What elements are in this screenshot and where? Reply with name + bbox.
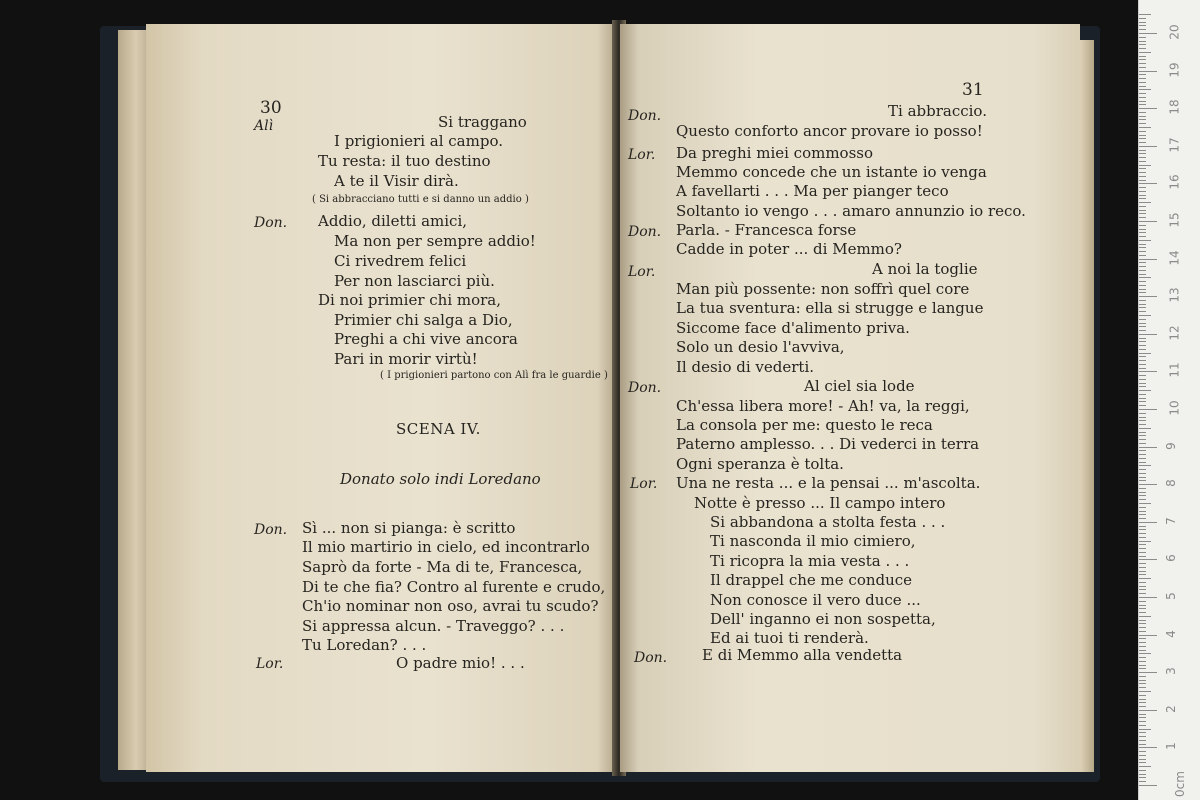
ruler-tick [1139,732,1146,733]
ruler-number: 3 [1163,667,1178,676]
ruler-tick [1139,420,1146,421]
ruler-number: 5 [1163,592,1178,600]
verse-line: Di noi primier chi mora, [318,291,502,309]
ruler-tick [1139,699,1146,700]
ruler-tick [1139,424,1146,425]
ruler-tick [1139,507,1146,508]
ruler-tick [1139,165,1151,166]
ruler-tick [1139,334,1157,335]
ruler-tick [1139,480,1146,481]
ruler-tick [1139,375,1146,376]
ruler-tick [1139,541,1151,542]
speaker-label: Lor. [628,147,656,163]
ruler-tick [1139,146,1157,147]
verse-line: Ed ai tuoi ti renderà. [710,629,869,647]
speaker-label: Don. [628,380,662,396]
right-page [620,24,1080,772]
ruler-number: 6 [1163,554,1178,563]
ruler-number: 8 [1163,479,1178,488]
verse-line: Per non lasciarci più. [334,272,495,290]
ruler-tick [1139,401,1146,402]
ruler-tick [1139,383,1146,384]
ruler-tick [1139,86,1146,87]
ruler-tick [1139,368,1146,369]
ruler-tick [1139,627,1146,628]
ruler-tick [1139,417,1146,418]
ruler-tick [1139,623,1146,624]
ruler-tick [1139,187,1146,188]
verse-line: Non conosce il vero duce ... [710,591,921,609]
ruler-tick [1139,717,1146,718]
ruler-number: 15 [1167,212,1182,228]
verse-line: Questo conforto ancor provare io posso! [676,122,983,140]
ruler-tick [1139,315,1151,316]
ruler-tick [1139,108,1157,109]
ruler-number: 0cm [1172,771,1187,797]
ruler-tick [1139,736,1146,737]
verse-line: Man più possente: non soffrì quel core [676,280,970,298]
ruler-tick [1139,338,1146,339]
ruler-tick [1139,593,1146,594]
ruler-tick [1139,413,1146,414]
verse-line: Da preghi miei commosso [676,144,874,162]
verse-line: Solo un desio l'avviva, [676,338,845,356]
ruler-number: 10 [1167,400,1182,416]
ruler-number: 17 [1167,137,1182,153]
left-page [146,24,616,772]
ruler-tick [1139,499,1146,500]
verse-line: Parla. - Francesca forse [676,221,857,239]
ruler-tick [1139,240,1151,241]
ruler-tick [1139,710,1157,711]
ruler-tick [1139,44,1146,45]
ruler-tick [1139,244,1146,245]
verse-line: I prigionieri al campo. [334,132,503,150]
ruler-tick [1139,589,1146,590]
ruler-tick [1139,116,1146,117]
verse-line: Si appressa alcun. - Traveggo? . . . [302,617,565,635]
ruler-tick [1139,217,1146,218]
ruler-tick [1139,356,1146,357]
ruler-tick [1139,680,1146,681]
ruler-tick [1139,213,1146,214]
ruler-tick [1139,495,1146,496]
ruler-tick [1139,744,1146,745]
ruler-tick [1139,695,1146,696]
ruler-number: 19 [1167,61,1182,78]
ruler-tick [1139,447,1157,448]
ruler-tick [1139,691,1151,692]
ruler-tick [1139,458,1146,459]
ruler-tick [1139,150,1146,151]
ruler-tick [1139,138,1146,139]
verse-line: Pari in morir virtù! [334,350,478,368]
verse-line: La consola per me: questo le reca [676,416,933,434]
verse-line: Si abbandona a stolta festa . . . [710,513,946,531]
verse-line: Paterno amplesso. . . Di vederci in terra [676,435,980,453]
verse-line: Ti abbraccio. [888,102,987,120]
ruler-tick [1139,729,1151,730]
ruler-tick [1139,785,1157,786]
ruler-tick [1139,289,1146,290]
ruler-tick [1139,364,1146,365]
measuring-ruler [1138,0,1200,800]
verse-line: Ogni speranza è tolta. [676,455,844,473]
scene-subtitle: Donato solo indi Loredano [340,470,541,488]
ruler-tick [1139,762,1146,763]
speaker-label: Don. [254,522,288,538]
verse-line: Cadde in poter ... di Memmo? [676,240,902,258]
ruler-tick [1139,657,1146,658]
ruler-tick [1139,687,1146,688]
ruler-tick [1139,484,1157,485]
ruler-tick [1139,386,1146,387]
verse-line: La tua sventura: ella si strugge e langue [676,299,984,317]
verse-line: Primier chi salga a Dio, [334,311,513,329]
ruler-tick [1139,605,1146,606]
verse-line: Si traggano [438,113,527,131]
ruler-tick [1139,465,1151,466]
verse-line: Memmo concede che un istante io venga [676,163,987,181]
ruler-tick [1139,597,1157,598]
ruler-tick [1139,488,1146,489]
ruler-tick [1139,247,1146,248]
ruler-tick [1139,112,1146,113]
ruler-tick [1139,292,1146,293]
ruler-tick [1139,661,1146,662]
ruler-tick [1139,601,1146,602]
ruler-tick [1139,349,1146,350]
ruler-tick [1139,221,1157,222]
ruler-tick [1139,345,1146,346]
ruler-tick [1139,232,1146,233]
ruler-tick [1139,586,1146,587]
ruler-number: 20 [1167,24,1182,40]
stage-direction: ( I prigionieri partono con Alì fra le guardie ) [380,370,608,381]
ruler-tick [1139,443,1146,444]
verse-line: Soltanto io vengo . . . amaro annunzio io reco. [676,202,1026,220]
speaker-label: Don. [628,224,662,240]
ruler-tick [1139,571,1146,572]
verse-line: Sì ... non si pianga: è scritto [302,519,516,537]
ruler-tick [1139,330,1146,331]
ruler-tick [1139,770,1146,771]
verse-line: Ci rivedrem felici [334,252,467,270]
page-number: 31 [962,80,984,100]
ruler-tick [1139,781,1146,782]
ruler-tick [1139,48,1146,49]
ruler-number: 14 [1167,249,1182,266]
ruler-tick [1139,274,1146,275]
ruler-tick [1139,259,1157,260]
ruler-tick [1139,236,1146,237]
ruler-tick [1139,161,1146,162]
ruler-tick [1139,127,1151,128]
ruler-tick [1139,556,1146,557]
ruler-tick [1139,473,1146,474]
ruler-tick [1139,360,1146,361]
verse-line: Preghi a chi vive ancora [334,330,518,348]
ruler-tick [1139,552,1146,553]
ruler-tick [1139,537,1146,538]
verse-line: Notte è presso ... Il campo intero [694,494,946,512]
ruler-tick [1139,25,1146,26]
ruler-number: 12 [1167,325,1182,341]
ruler-tick [1139,714,1146,715]
ruler-number: 11 [1167,362,1182,379]
ruler-tick [1139,311,1146,312]
ruler-tick [1139,341,1146,342]
ruler-tick [1139,428,1151,429]
page-number: 30 [260,98,282,118]
ruler-tick [1139,14,1151,15]
ruler-tick [1139,477,1146,478]
ruler-number: 1 [1163,742,1178,751]
ruler-tick [1139,582,1146,583]
ruler-tick [1139,22,1146,23]
ruler-tick [1139,702,1146,703]
verse-line: A noi la toglie [872,260,978,278]
verse-line: Addio, diletti amici, [318,212,468,230]
speaker-label: Don. [254,215,288,231]
ruler-tick [1139,503,1151,504]
speaker-label: Alì [254,118,274,134]
ruler-tick [1139,266,1146,267]
ruler-tick [1139,529,1146,530]
ruler-tick [1139,41,1146,42]
ruler-tick [1139,548,1146,549]
ruler-tick [1139,304,1146,305]
ruler-tick [1139,612,1146,613]
ruler-tick [1139,432,1146,433]
ruler-number: 4 [1163,629,1178,638]
ruler-tick [1139,123,1146,124]
ruler-tick [1139,706,1146,707]
ruler-tick [1139,198,1146,199]
ruler-tick [1139,766,1151,767]
ruler-tick [1139,281,1146,282]
ruler-tick [1139,319,1146,320]
ruler-tick [1139,229,1146,230]
ruler-tick [1139,777,1146,778]
ruler-tick [1139,180,1146,181]
ruler-tick [1139,533,1146,534]
ruler-tick [1139,514,1146,515]
verse-line: Una ne resta ... e la pensai ... m'ascolta. [676,474,981,492]
ruler-tick [1139,225,1146,226]
ruler-tick [1139,450,1146,451]
ruler-tick [1139,251,1146,252]
ruler-tick [1139,74,1146,75]
speaker-label: Don. [634,650,668,666]
ruler-tick [1139,725,1146,726]
verse-line: Ti nasconda il mio cimiero, [710,532,916,550]
ruler-tick [1139,97,1146,98]
ruler-tick [1139,559,1157,560]
ruler-tick [1139,608,1146,609]
ruler-tick [1139,67,1146,68]
ruler-tick [1139,405,1146,406]
ruler-tick [1139,353,1151,354]
ruler-tick [1139,153,1146,154]
ruler-tick [1139,747,1157,748]
ruler-tick [1139,371,1157,372]
ruler-tick [1139,270,1146,271]
ruler-tick [1139,665,1146,666]
ruler-tick [1139,183,1157,184]
ruler-tick [1139,307,1146,308]
ruler-tick [1139,131,1146,132]
ruler-tick [1139,37,1146,38]
ruler-tick [1139,52,1151,53]
ruler-tick [1139,409,1157,410]
ruler-number: 9 [1163,441,1178,450]
verse-line: Tu Loredan? . . . [302,636,427,654]
ruler-tick [1139,104,1146,105]
ruler-tick [1139,78,1146,79]
verse-line: Ch'essa libera more! - Ah! va, la reggi, [676,397,970,415]
ruler-tick [1139,300,1146,301]
ruler-tick [1139,740,1146,741]
ruler-tick [1139,71,1157,72]
ruler-tick [1139,578,1151,579]
ruler-tick [1139,462,1146,463]
ruler-tick [1139,157,1146,158]
ruler-tick [1139,522,1157,523]
verse-line: O padre mio! . . . [396,654,525,672]
ruler-tick [1139,394,1146,395]
ruler-tick [1139,172,1146,173]
ruler-tick [1139,620,1146,621]
ruler-tick [1139,759,1146,760]
ruler-tick [1139,563,1146,564]
verse-line: Siccome face d'alimento priva. [676,319,910,337]
ruler-tick [1139,567,1146,568]
ruler-tick [1139,168,1146,169]
ruler-tick [1139,255,1146,256]
verse-line: Saprò da forte - Ma di te, Francesca, [302,558,583,576]
ruler-tick [1139,683,1146,684]
ruler-number: 13 [1167,287,1182,303]
verse-line: Ma non per sempre addio! [334,232,536,250]
ruler-tick [1139,285,1146,286]
ruler-tick [1139,176,1146,177]
ruler-tick [1139,119,1146,120]
ruler-tick [1139,616,1151,617]
verse-line: Il mio martirio in cielo, ed incontrarlo [302,538,590,556]
ruler-tick [1139,631,1146,632]
ruler-tick [1139,398,1146,399]
verse-line: Ch'io nominar non oso, avrai tu scudo? [302,597,599,615]
ruler-tick [1139,33,1157,34]
ruler-tick [1139,469,1146,470]
ruler-tick [1139,650,1146,651]
ruler-tick [1139,296,1157,297]
ruler-tick [1139,526,1146,527]
ruler-tick [1139,638,1146,639]
ruler-number: 18 [1167,99,1182,115]
verse-line: Al ciel sia lode [804,377,915,395]
ruler-number: 16 [1167,174,1182,191]
ruler-tick [1139,646,1146,647]
ruler-tick [1139,326,1146,327]
ruler-tick [1139,454,1146,455]
ruler-tick [1139,191,1146,192]
ruler-number: 7 [1163,516,1178,525]
ruler-tick [1139,29,1146,30]
ruler-number: 2 [1163,704,1178,713]
ruler-tick [1139,202,1151,203]
ruler-tick [1139,101,1146,102]
verse-line: A favellarti . . . Ma per pianger teco [676,182,949,200]
ruler-tick [1139,89,1151,90]
verse-line: Ti ricopra la mia vesta . . . [710,552,910,570]
verse-line: Dell' inganno ei non sospetta, [710,610,936,628]
ruler-tick [1139,721,1146,722]
ruler-tick [1139,668,1146,669]
ruler-tick [1139,56,1146,57]
verse-line: A te il Visir dirà. [334,172,459,190]
ruler-tick [1139,18,1146,19]
ruler-tick [1139,518,1146,519]
ruler-tick [1139,511,1146,512]
ruler-tick [1139,439,1146,440]
speaker-label: Lor. [256,656,284,672]
ruler-tick [1139,206,1146,207]
stage-direction: ( Si abbracciano tutti e si danno un addio ) [312,194,529,205]
ruler-tick [1139,751,1146,752]
ruler-tick [1139,774,1146,775]
ruler-tick [1139,390,1151,391]
ruler-tick [1139,492,1146,493]
ruler-tick [1139,210,1146,211]
ruler-tick [1139,379,1146,380]
ruler-tick [1139,323,1146,324]
speaker-label: Lor. [628,264,656,280]
ruler-tick [1139,142,1146,143]
verse-line: Il desio di vederti. [676,358,815,376]
scene-title: SCENA IV. [396,420,481,438]
ruler-tick [1139,135,1146,136]
ruler-tick [1139,574,1146,575]
ruler-tick [1139,93,1146,94]
verse-line: Tu resta: il tuo destino [318,152,491,170]
speaker-label: Lor. [630,476,658,492]
ruler-tick [1139,59,1146,60]
ruler-tick [1139,653,1151,654]
verse-line: Il drappel che me conduce [710,571,913,589]
verse-line: Di te che fia? Contro al furente e crudo, [302,578,606,596]
verse-line: E di Memmo alla vendetta [702,646,903,664]
ruler-tick [1139,676,1146,677]
ruler-tick [1139,262,1146,263]
ruler-tick [1139,277,1151,278]
ruler-tick [1139,435,1146,436]
ruler-tick [1139,82,1146,83]
ruler-tick [1139,672,1157,673]
ruler-tick [1139,544,1146,545]
ruler-tick [1139,755,1146,756]
ruler-tick [1139,635,1157,636]
ruler-tick [1139,63,1146,64]
ruler-tick [1139,195,1146,196]
speaker-label: Don. [628,108,662,124]
ruler-tick [1139,642,1146,643]
